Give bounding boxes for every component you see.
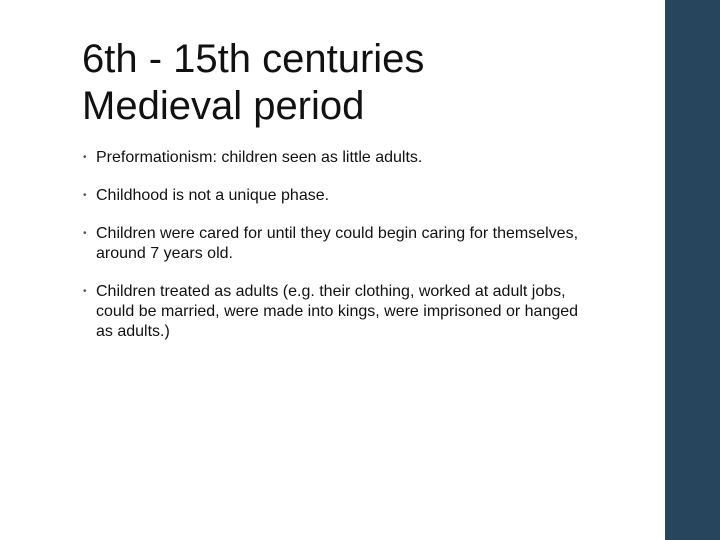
title-line-1: 6th - 15th centuries [82,37,425,81]
bullet-icon: • [83,228,87,239]
bullet-item-3 [82,224,582,264]
bullet-icon: • [83,152,87,163]
bullet-text: Preformationism: children seen as little adults. [96,149,423,166]
bullet-icon: • [83,190,87,201]
bullet-text: Childhood is not a unique phase. [96,187,330,204]
side-accent-band [665,0,720,540]
slide-title [82,36,642,130]
bullet-item-2 [82,186,582,206]
bullet-item-4 [82,282,582,342]
bullet-text: Children were cared for until they could begin caring for themselves, around 7 years old. [96,225,579,262]
bullet-list [82,148,582,360]
bullet-icon: • [83,286,87,297]
bullet-item-1 [82,148,582,168]
bullet-text: Children treated as adults (e.g. their clothing, worked at adult jobs, could be married, were made into kings, were imprisoned or hanged as adults.) [96,283,579,340]
title-line-2: Medieval period [82,84,365,128]
